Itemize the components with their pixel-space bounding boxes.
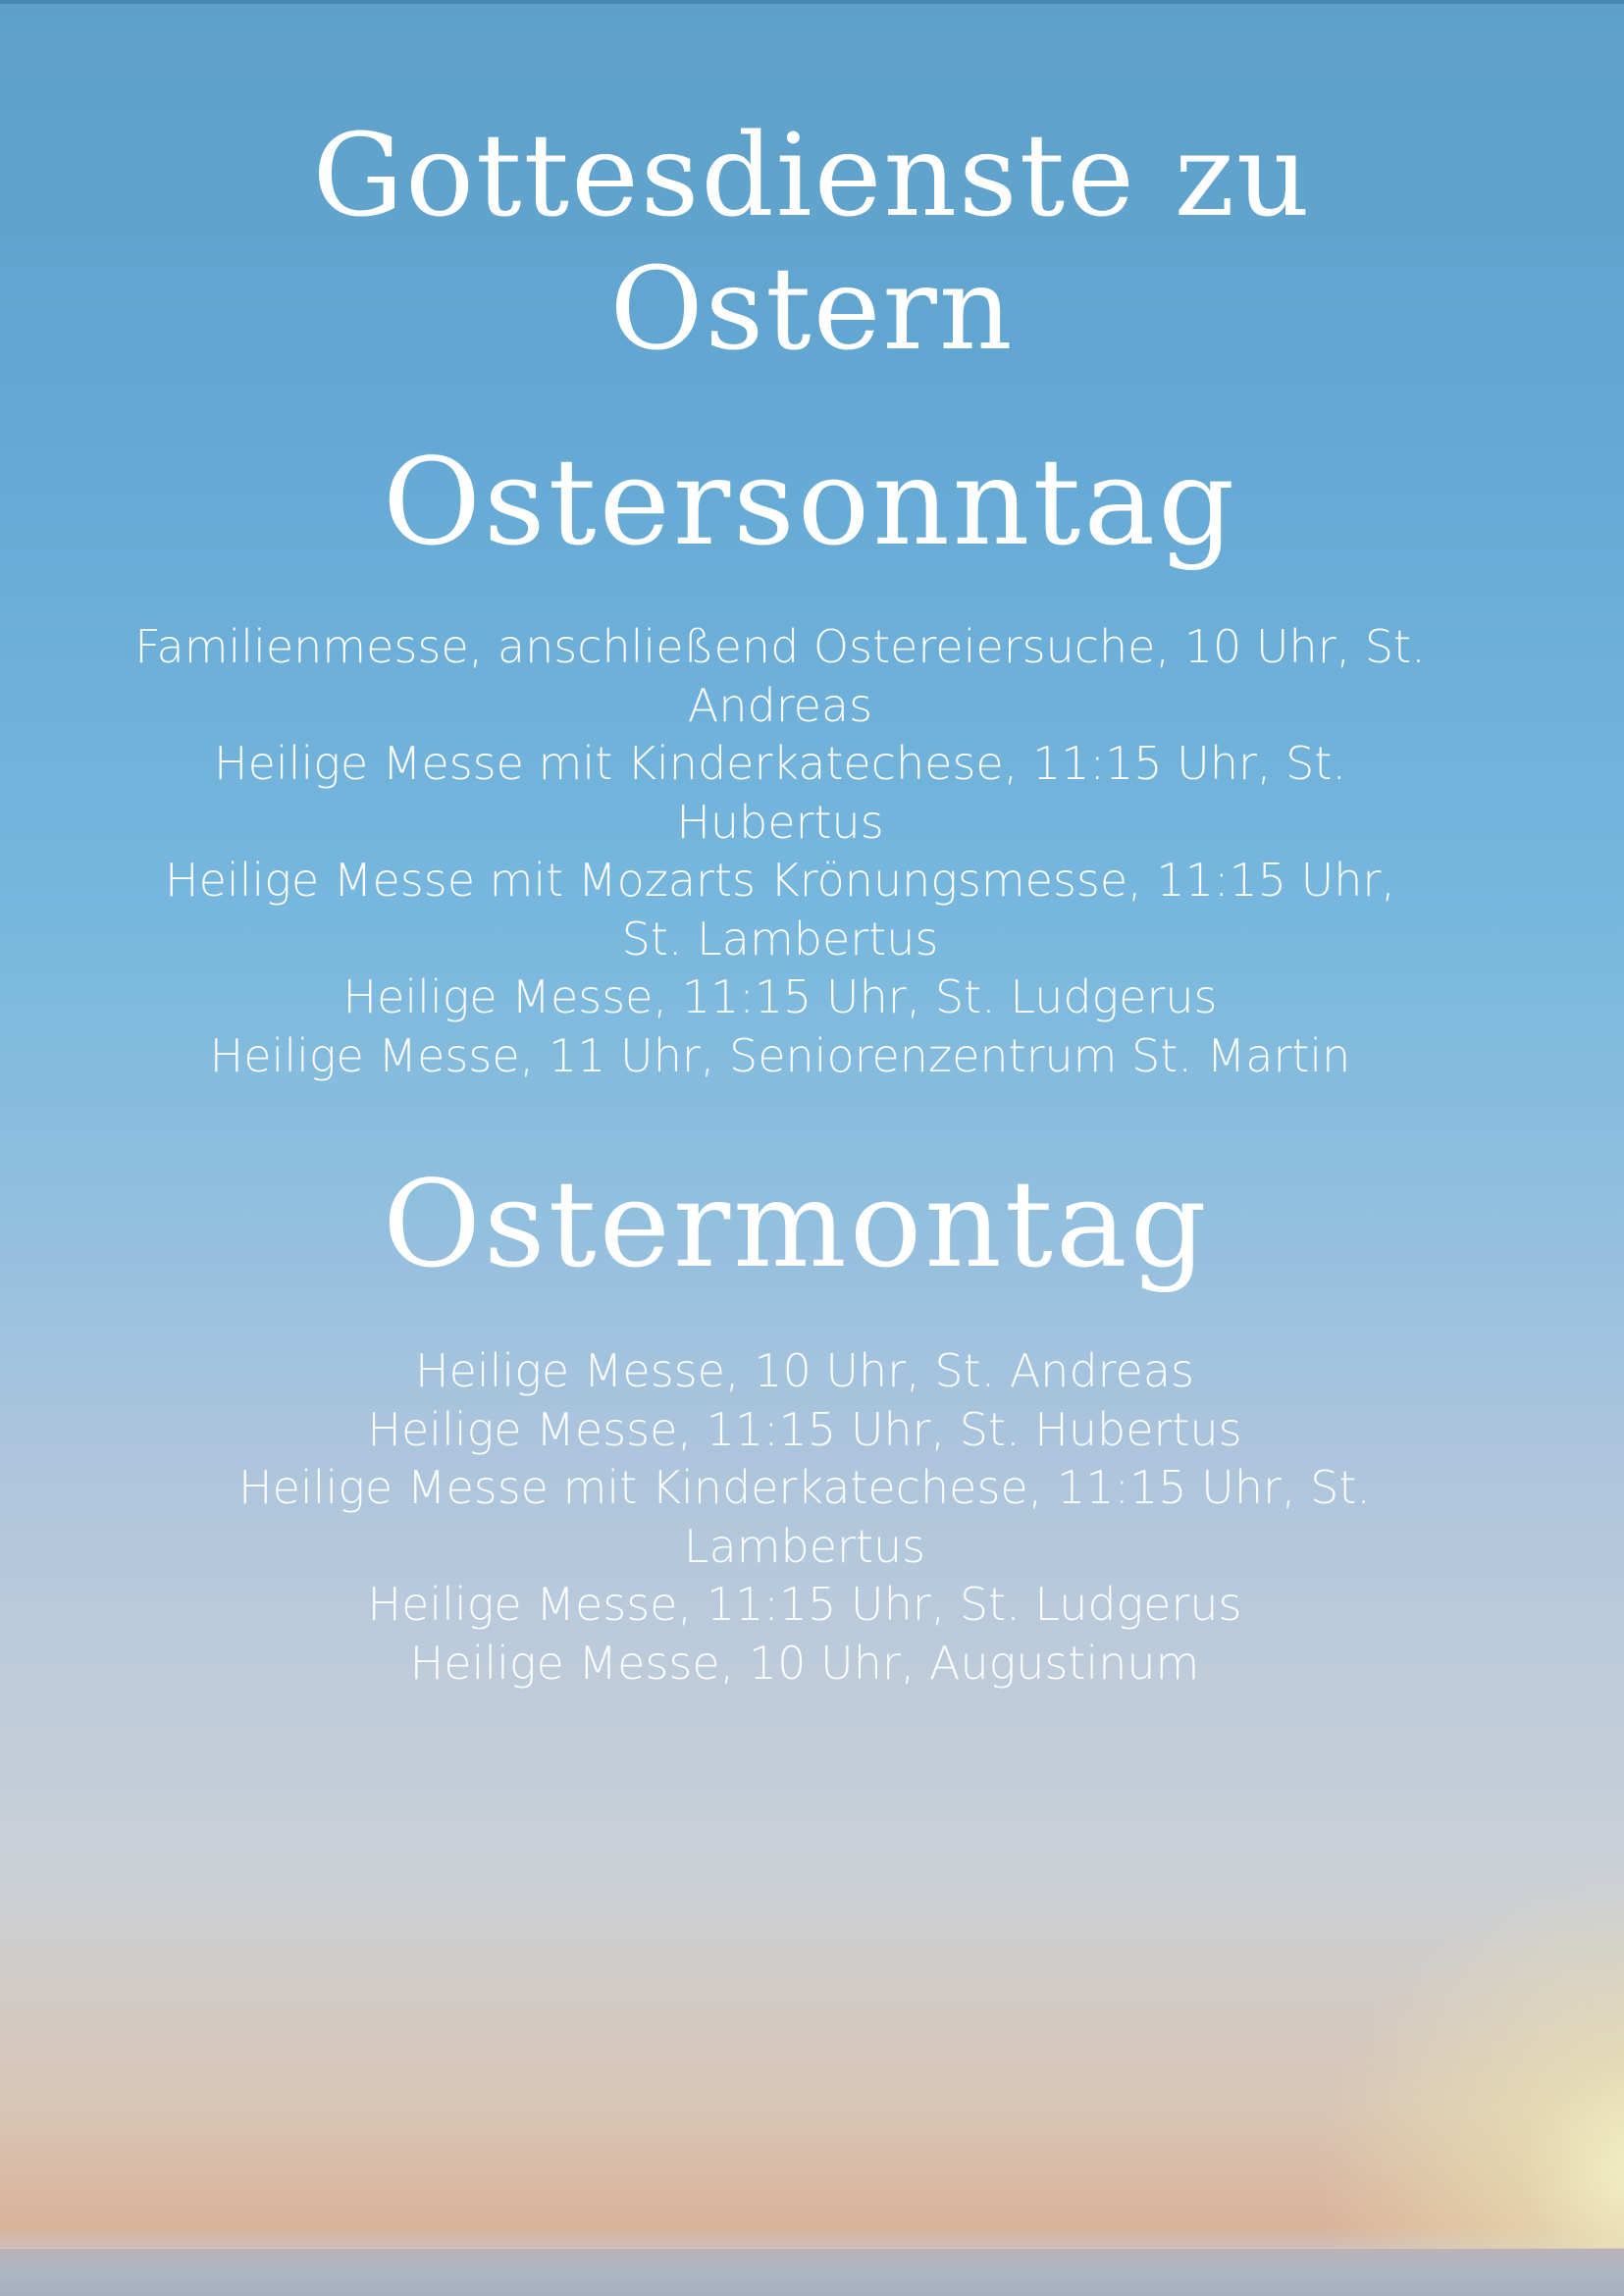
heading-ostermontag: Ostermontag — [383, 1155, 1210, 1294]
list-item: Heilige Messe, 11:15 Uhr, St. Hubertus — [367, 1402, 1242, 1456]
sun-glow — [1290, 1845, 1624, 2257]
top-edge-strip — [0, 0, 1624, 4]
list-item: Heilige Messe mit Kinderkatechese, 11:15 Uhr, St. Lambertus — [238, 1461, 1371, 1573]
list-item: Heilige Messe, 11 Uhr, Seniorenzentrum St. Martin — [209, 1028, 1351, 1082]
title-line-1: Gottesdienste zu — [312, 110, 1312, 242]
list-item: Heilige Messe, 10 Uhr, St. Andreas — [414, 1344, 1195, 1397]
list-item: Heilige Messe, 11:15 Uhr, St. Ludgerus — [367, 1578, 1242, 1631]
list-item: Familienmesse, anschließend Ostereiersuche, 10 Uhr, St. Andreas — [134, 620, 1426, 732]
sea-horizon — [0, 2249, 1624, 2296]
service-list-ostermontag — [206, 1342, 1403, 1693]
list-item: Heilige Messe mit Mozarts Krönungsmesse, 11:15 Uhr, St. Lambertus — [165, 854, 1395, 965]
title-line-2: Ostern — [609, 243, 1015, 376]
list-item: Heilige Messe, 11:15 Uhr, St. Ludgerus — [342, 970, 1218, 1023]
list-item: Heilige Messe mit Kinderkatechese, 11:15 Uhr, St. Hubertus — [214, 737, 1346, 849]
heading-ostersonntag: Ostersonntag — [383, 433, 1238, 572]
page-title — [0, 110, 1624, 377]
list-item: Heilige Messe, 10 Uhr, Augustinum — [409, 1636, 1200, 1690]
service-list-ostersonntag — [128, 618, 1433, 1085]
